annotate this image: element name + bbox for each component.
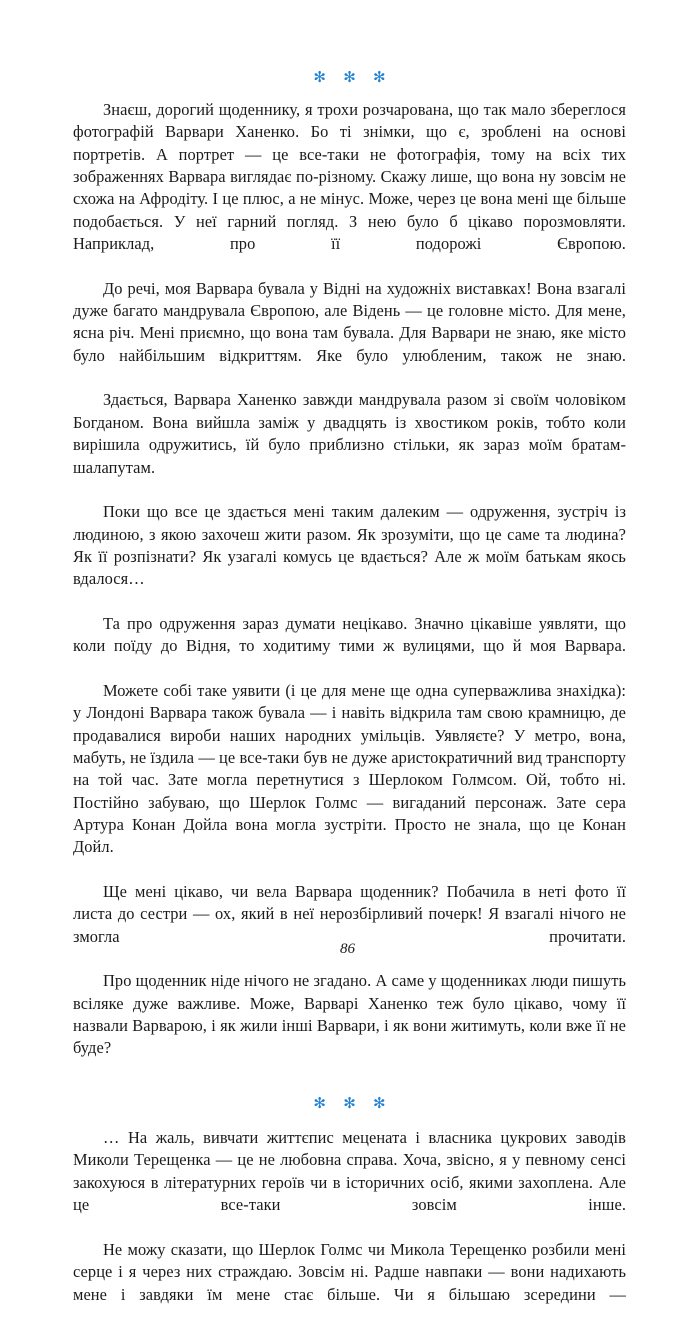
section-separator-top: ✻ ✻ ✻ <box>313 68 392 86</box>
paragraph: … На жаль, вивчати життєпис мецената і власника цукрових заводів Миколи Терещенка — це не любовна справа. Хоча, звісно, я у певному сенсі закохуюся в літературних героїв чи в історичних осіб, якими захоплена. Але це все-таки зовсім інше. <box>73 1128 626 1215</box>
paragraph: Здається, Варвара Ханенко завжди мандрувала разом зі своїм чоловіком Богданом. Вона вийшла заміж у двадцять із хвостиком років, тобто коли вирішила одружитись, їй було приблизно стільки, як зараз моїм братам-шалапутам. <box>73 390 626 477</box>
paragraph: До речі, моя Варвара бувала у Відні на художніх виставках! Вона взагалі дуже багато мандрувала Європою, але Відень — це головне місто. Для мене, ясна річ. Мені приємно, що вона там бувала. Для Варвари не знаю, яке місто було найбільшим відкриттям. Яке було улюбленим, також не знаю. <box>73 278 626 365</box>
paragraph: Поки що все це здається мені таким далеким — одруження, зустріч із людиною, з якою захочеш жити разом. Як зрозуміти, що це саме та людина? Як її розпізнати? Як узагалі комусь це вдається? Але ж моїм батькам якось вдалося… <box>73 502 626 589</box>
page-number: 86 <box>340 941 355 957</box>
paragraph: Та про одруження зараз думати нецікаво. Значно цікавіше уявляти, що коли поїду до Відня, то ходитиму тими ж вулицями, що й моя Варвара. <box>73 613 626 656</box>
paragraph: Можете собі таке уявити (і це для мене ще одна суперважлива знахідка): у Лондоні Варвара також бувала — і навіть відкрила там свою крамницю, де продавалися вироби наших народних умільців. Уявляєте? У метро, вона, мабуть, не їздила — це все-таки був не дуже аристократичний вид транспорту на той час. Зате могла перетнутися з Шерлоком Голмсом. Ой, тобто ні. Постійно забуваю, що Шерлок Голмс — вигаданий персонаж. Зате сера Артура Конан Дойла вона могла зустріти. Просто не знала, що це Конан Дойл. <box>73 680 626 857</box>
paragraph: Знаєш, дорогий щоденнику, я трохи розчарована, що так мало збереглося фотографій Варвари Ханенко. Бо ті знімки, що є, зроблені на основі портретів. А портрет — це все-таки не фотографія, тому на всіх тих зображеннях Варвара виглядає по-різному. Скажу лише, що вона ну зовсім не схожа на Афродіту. І це плюс, а не мінус. Може, через це вона мені ще більше подобається. У неї гарний погляд. З нею було б цікаво порозмовляти. Наприклад, про її подорожі Європою. <box>73 100 626 254</box>
paragraph: Не можу сказати, що Шерлок Голмс чи Микола Терещенко розбили мені серце і я через них страждаю. Зовсім ні. Радше навпаки — вони надихають мене і завдяки їм мене стає більше. Чи я більшаю зсередини — <box>73 1239 626 1304</box>
paragraph: Про щоденник ніде нічого не згадано. А саме у щоденниках люди пишуть всіляке дуже важливе. Може, Варварі Ханенко теж було цікаво, чому її назвали Варварою, і як жили інші Варвари, і як вони житимуть, коли вже її не буде? <box>73 971 626 1058</box>
paragraph: Ще мені цікаво, чи вела Варвара щоденник? Побачила в неті фото її листа до сестри — ох, який в неї нерозбірливий почерк! Я взагалі нічого не змогла прочитати. <box>73 882 626 946</box>
section-separator-middle: ✻ ✻ ✻ <box>313 1094 392 1113</box>
page-content <box>73 62 626 1328</box>
